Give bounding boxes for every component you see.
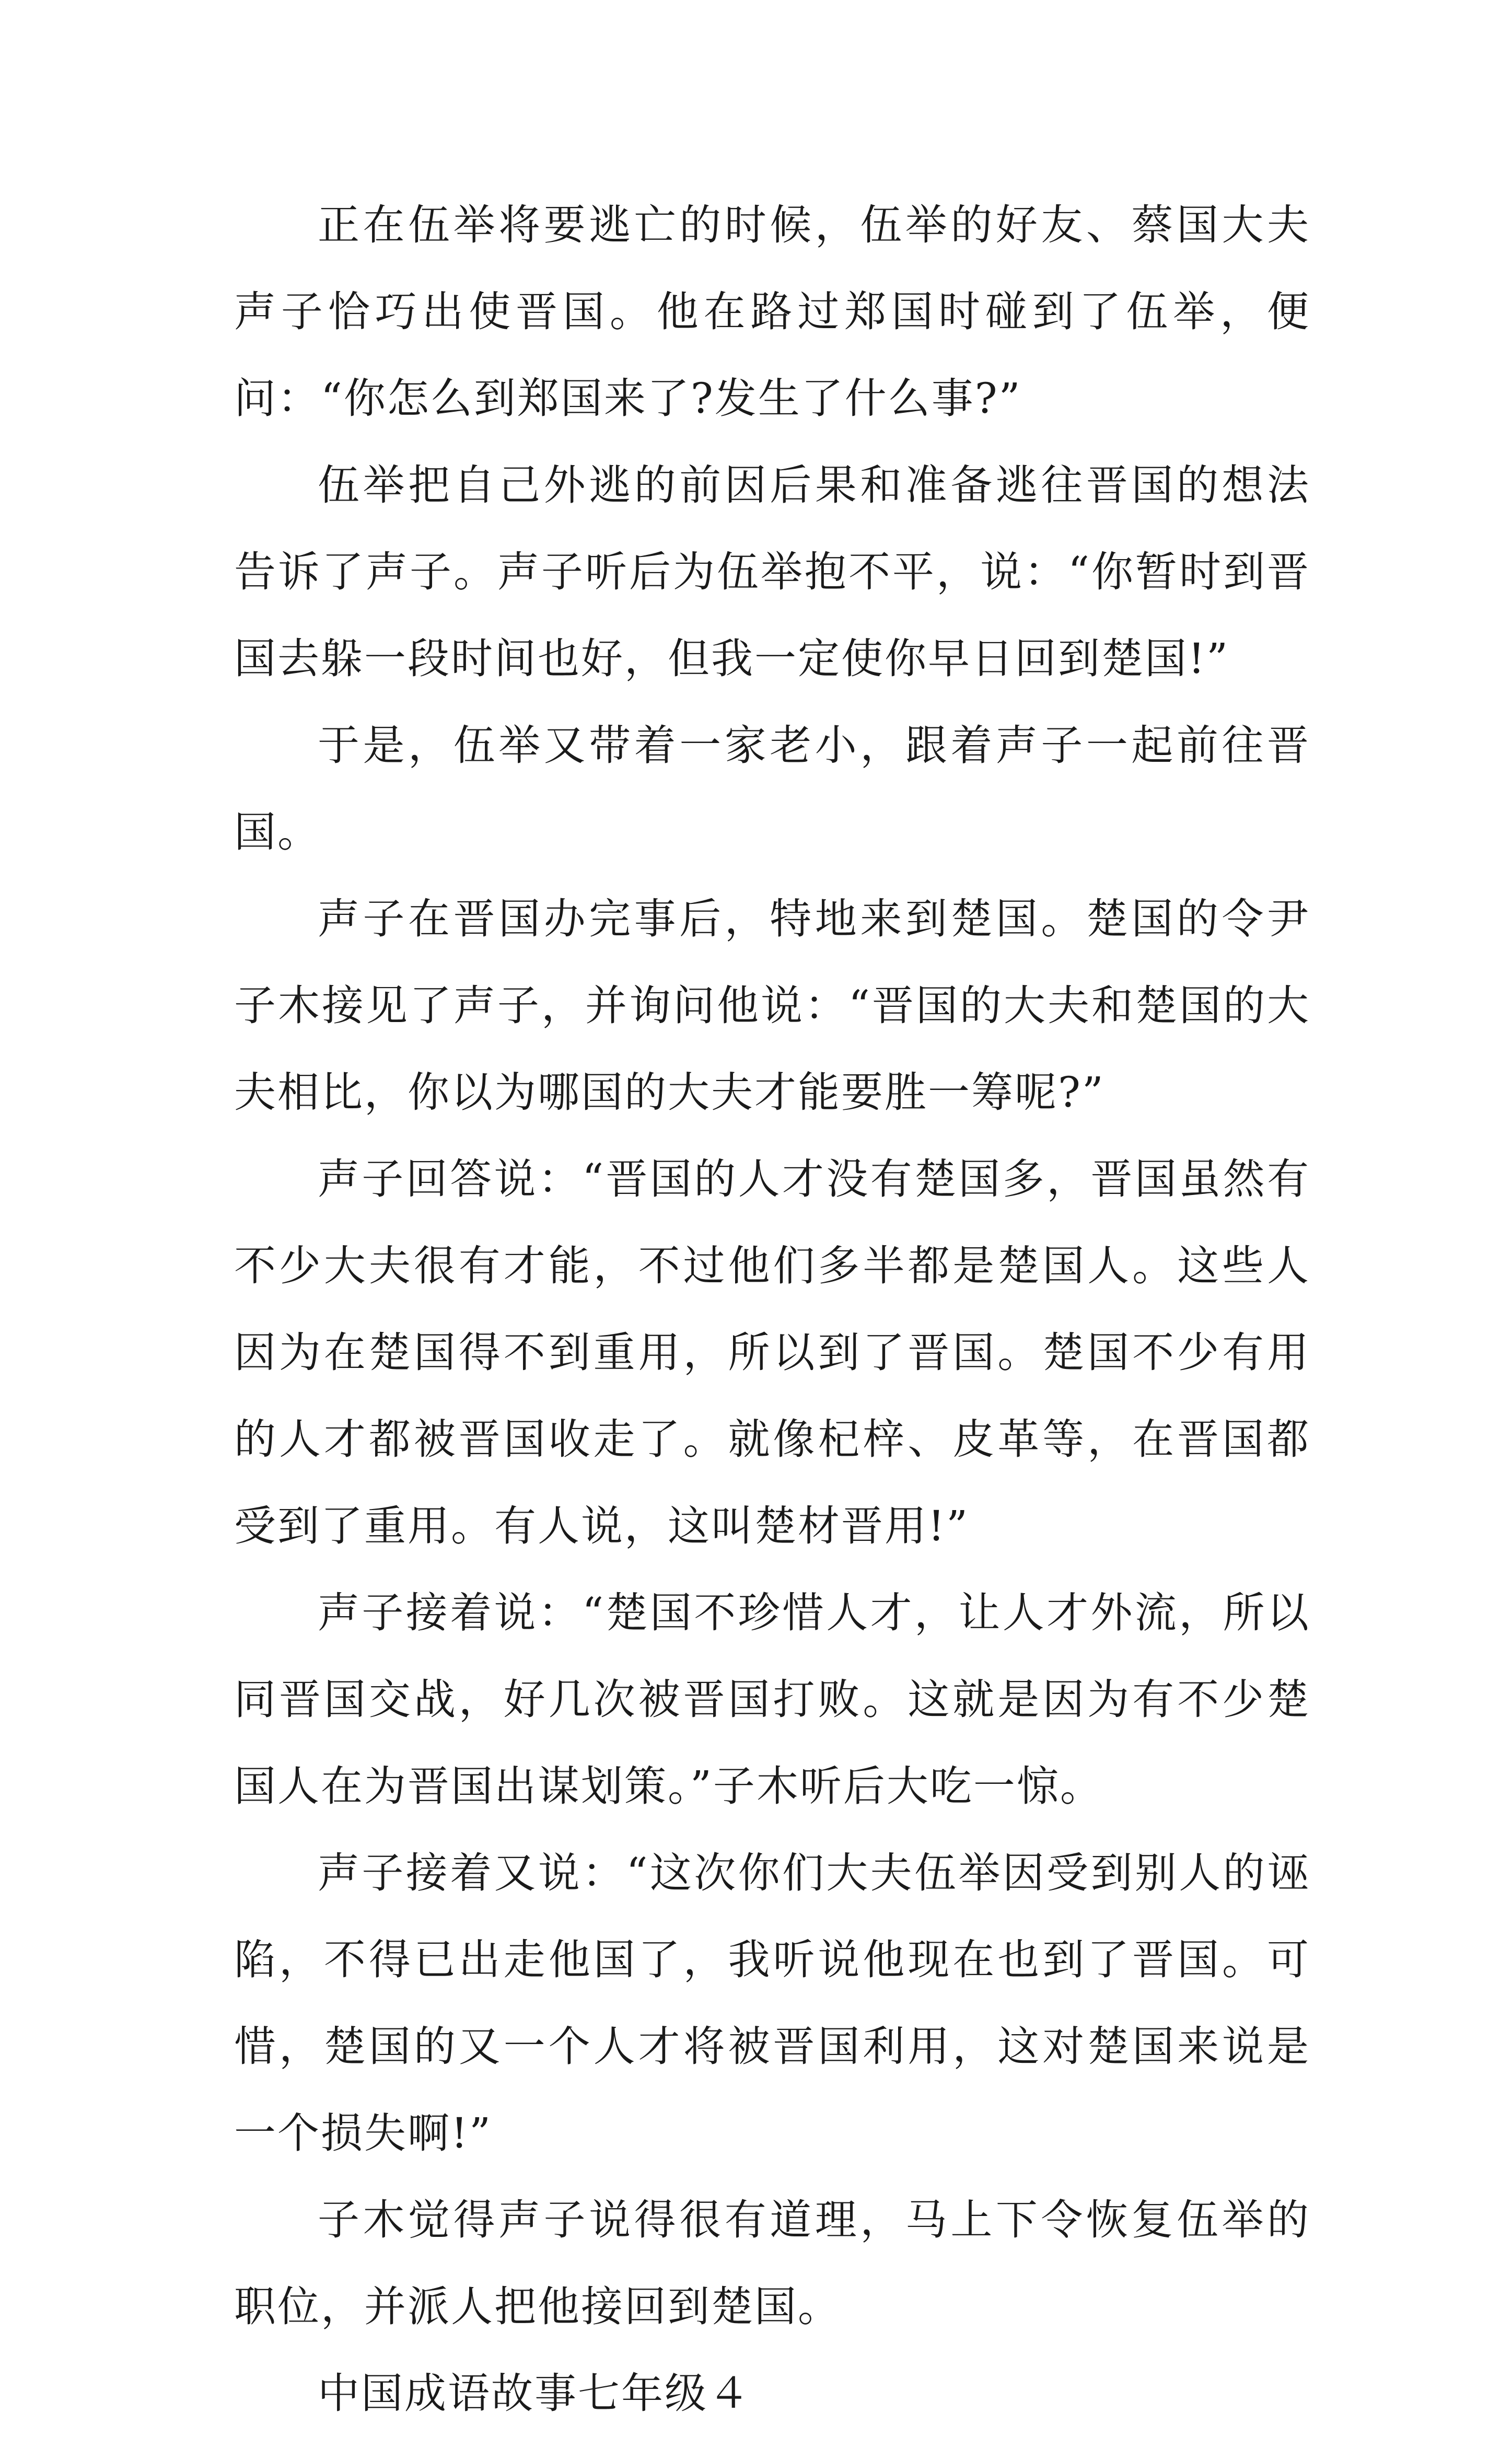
paragraph-5: 声子回答说：“晋国的人才没有楚国多，晋国虽然有不少大夫很有才能，不过他们多半都是楚国人。这些人因为在楚国得不到重用，所以到了晋国。楚国不少有用的人才都被晋国收走了。就像杞梓、皮革等，在晋国都受到了重用。有人说，这叫楚材晋用!” bbox=[234, 1155, 1310, 1550]
paragraph-4: 声子在晋国办完事后，特地来到楚国。楚国的令尹子木接见了声子，并询问他说：“晋国的大夫和楚国的大夫相比，你以为哪国的大夫才能要胜一筹呢?” bbox=[234, 895, 1310, 1117]
paragraph-6: 声子接着说：“楚国不珍惜人才，让人才外流，所以同晋国交战，好几次被晋国打败。这就是因为有不少楚国人在为晋国出谋划策。”子木听后大吃一惊。 bbox=[234, 1588, 1310, 1811]
section-heading: 中国成语故事七年级４ bbox=[318, 2369, 751, 2418]
paragraph-8: 子木觉得声子说得很有道理，马上下令恢复伍举的职位，并派人把他接回到楚国。 bbox=[234, 2196, 1310, 2331]
paragraph-7: 声子接着又说：“这次你们大夫伍举因受到别人的诬陷，不得已出走他国了，我听说他现在也到了晋国。可惜，楚国的又一个人才将被晋国利用，这对楚国来说是一个损失啊!” bbox=[234, 1849, 1310, 2157]
document-body bbox=[234, 182, 1310, 2437]
paragraph-3: 于是，伍举又带着一家老小，跟着声子一起前往晋国。 bbox=[234, 721, 1310, 856]
paragraph-1: 正在伍举将要逃亡的时候，伍举的好友、蔡国大夫声子恰巧出使晋国。他在路过郑国时碰到了伍举，便问：“你怎么到郑国来了?发生了什么事?” bbox=[234, 201, 1310, 423]
paragraph-2: 伍举把自己外逃的前因后果和准备逃往晋国的想法告诉了声子。声子听后为伍举抱不平，说：“你暂时到晋国去躲一段时间也好，但我一定使你早日回到楚国!” bbox=[234, 461, 1310, 683]
